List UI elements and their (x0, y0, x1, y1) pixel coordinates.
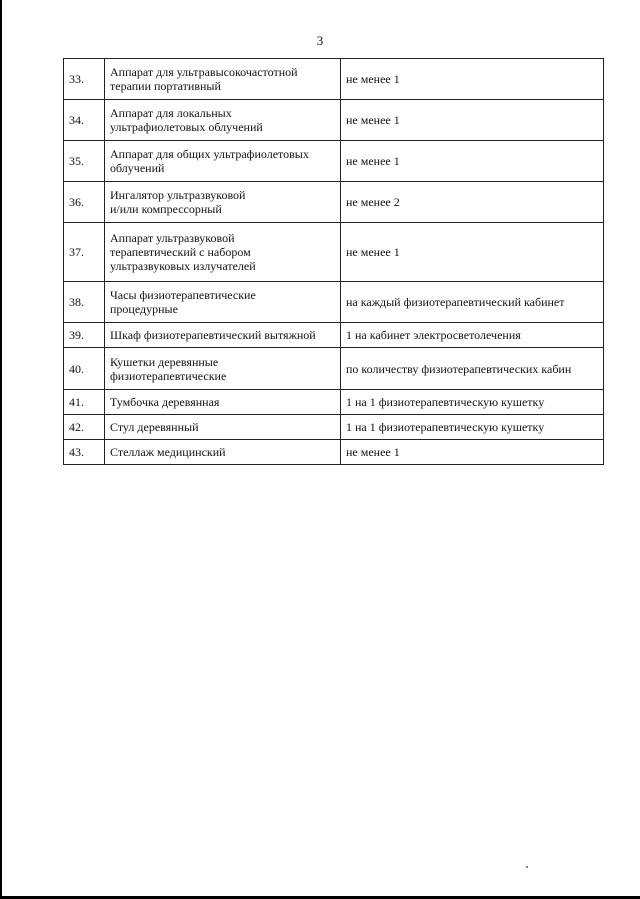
equipment-name: Аппарат для общих ультрафиолетовых облучений (105, 141, 341, 182)
equipment-quantity: на каждый физиотерапевтический кабинет (341, 282, 604, 323)
table-row (64, 390, 604, 415)
equipment-name: Аппарат для локальных ультрафиолетовых облучений (105, 100, 341, 141)
equipment-quantity: 1 на кабинет электросветолечения (341, 323, 604, 348)
row-number: 41. (64, 390, 105, 415)
equipment-name: Ингалятор ультразвуковой и/или компрессорный (105, 182, 341, 223)
equipment-quantity: не менее 1 (341, 141, 604, 182)
table-row (64, 141, 604, 182)
row-number: 33. (64, 59, 105, 100)
scan-speck (526, 866, 528, 868)
row-number: 40. (64, 348, 105, 390)
row-number: 35. (64, 141, 105, 182)
table-row (64, 440, 604, 465)
table-row (64, 282, 604, 323)
equipment-quantity: по количеству физиотерапевтических кабин (341, 348, 604, 390)
scan-left-edge (0, 0, 2, 899)
equipment-name: Аппарат для ультравысокочастотной терапии портативный (105, 59, 341, 100)
equipment-name: Аппарат ультразвуковой терапевтический с набором ультразвуковых излучателей (105, 223, 341, 282)
equipment-quantity: не менее 1 (341, 100, 604, 141)
table-row (64, 323, 604, 348)
table-row (64, 348, 604, 390)
equipment-name: Кушетки деревянные физиотерапевтические (105, 348, 341, 390)
equipment-quantity: не менее 1 (341, 440, 604, 465)
equipment-quantity: не менее 1 (341, 59, 604, 100)
equipment-quantity: не менее 1 (341, 223, 604, 282)
equipment-name: Стул деревянный (105, 415, 341, 440)
equipment-name: Часы физиотерапевтические процедурные (105, 282, 341, 323)
page-number: 3 (316, 33, 324, 48)
row-number: 39. (64, 323, 105, 348)
equipment-quantity: 1 на 1 физиотерапевтическую кушетку (341, 390, 604, 415)
row-number: 38. (64, 282, 105, 323)
equipment-name: Шкаф физиотерапевтический вытяжной (105, 323, 341, 348)
row-number: 34. (64, 100, 105, 141)
row-number: 42. (64, 415, 105, 440)
equipment-name: Тумбочка деревянная (105, 390, 341, 415)
equipment-quantity: не менее 2 (341, 182, 604, 223)
row-number: 37. (64, 223, 105, 282)
row-number: 43. (64, 440, 105, 465)
table-row (64, 223, 604, 282)
row-number: 36. (64, 182, 105, 223)
equipment-name: Стеллаж медицинский (105, 440, 341, 465)
table-row (64, 100, 604, 141)
equipment-quantity: 1 на 1 физиотерапевтическую кушетку (341, 415, 604, 440)
equipment-table (63, 58, 604, 465)
table-row (64, 182, 604, 223)
table-row (64, 59, 604, 100)
table-row (64, 415, 604, 440)
